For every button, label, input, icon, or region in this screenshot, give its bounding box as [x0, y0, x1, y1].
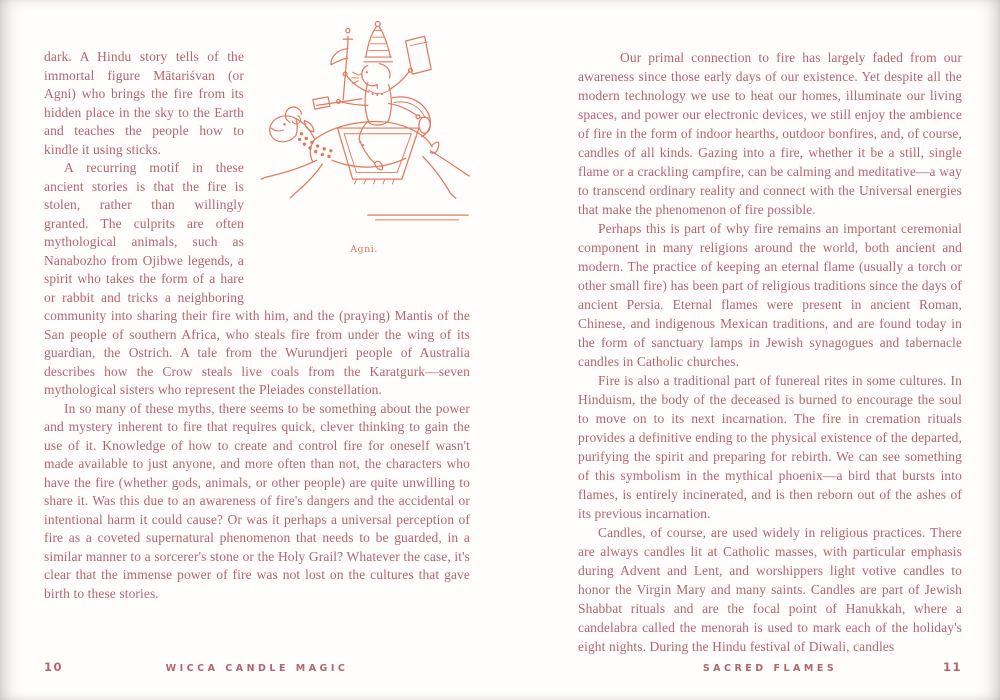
body-paragraph: Fire is also a traditional part of funereal rites in some cultures. In Hinduism, the body of the deceased is burned to encourage the soul to move on to its next incarnation. The fire in cremation rituals provides a definitive ending to the physical existence of the departed, purifying the spirit and preparing for rebirth. We can see something of this symbolism in the mythical phoenix—a bird that bursts into flames, is entirely incinerated, and is then reborn out of the ashes of its previous incarnation. [578, 373, 962, 521]
agni-rider [313, 21, 431, 169]
body-paragraph: Perhaps this is part of why fire remains an important ceremonial component in many religions around the world, both ancient and modern. The practice of keeping an eternal flame (usually a torch or other small fire) has been part of religious traditions since the days of ancient Persia. Eternal flames were present in ancient Roman, Chinese, and indigenous Mexican traditions, and are found today in the form of sanctuary lamps in Jewish synagogues and tabernacle candles in Catholic churches. [578, 221, 962, 369]
body-paragraph: Candles, of course, are used widely in religious practices. There are always candles lit at Catholic masses, with particular emphasis during Advent and Lent, and worshippers light votive candles to honor the Virgin Mary and many saints. Candles are part of Jewish Shabbat rituals and are the focal point of Hanukkah, where a candelabra called the menorah is used to mark each of the holiday's eight nights. During the Hindu festival of Diwali, candles [578, 525, 962, 654]
page-number: 10 [44, 660, 64, 674]
right-page-footer [578, 660, 962, 674]
body-paragraph: dark. A Hindu story tells of the immortal figure Mātariśvan (or Agni) who brings the fire from its hidden place in the sky to the Earth and teaches the people how to kindle it using sticks. [44, 49, 244, 157]
running-head: WICCA CANDLE MAGIC [165, 663, 349, 674]
ground-line [368, 215, 468, 220]
page-number: 11 [942, 660, 962, 674]
left-page-body [44, 48, 470, 603]
body-paragraph: A recurring motif in these ancient stories is that the fire is stolen, rather than willingly granted. The culprits are often mythological animals, such as Nanabozho from Ojibwe legends, a spirit who takes the form of a hare or rabbit and tricks a neighboring community into sharing their fire with him, and the (praying) Mantis of the San people of southern Africa, who steals fire from under the wing of its guardian, the Ostrich. A tale from the Wurundjeri people of Australia describes how the Crow steals live coals from the Karatgurk—seven mythological sisters who represent the Pleiades constellation. [44, 160, 470, 397]
right-page [500, 0, 1000, 700]
left-page-footer [44, 660, 470, 674]
body-paragraph: Our primal connection to fire has largely faded from our awareness since those early days of our existence. Yet despite all the modern technology we use to heat our homes, illuminate our living spaces, and power our electronic devices, we still enjoy the ambience of fire in the form of indoor hearths, outdoor bonfires, and, of course, candles of all kinds. Gazing into a fire, whether it be a still, single flame or a crackling campfire, can be calming and meditative—a way to transcend ordinary reality and connect with the Universal energies that make the phenomenon of fire possible. [578, 50, 962, 217]
body-paragraph: In so many of these myths, there seems to be something about the power and mystery inherent to fire that requires quick, clever thinking to gain the use of it. Knowledge of how to create and control fire for oneself wasn't made available to just anyone, and more often than not, the characters who have the fire (whether gods, animals, or other people) are quite unwilling to share it. Was this due to an awareness of fire's dangers and the accidental or intentional harm it could cause? Or was it perhaps a universal perception of fire as a coveted supernatural phenomenon that needs to be guarded, in a similar manner to a sorcerer's stone or the Holy Grail? Whatever the case, it's clear that the immense power of fire was not lost on the cultures that gave birth to these stories. [44, 400, 470, 601]
saddle-blanket [338, 128, 419, 184]
agni-riding-ram-engraving [258, 18, 470, 240]
right-page-body [578, 48, 962, 656]
agni-illustration [258, 18, 470, 260]
running-head: SACRED FLAMES [702, 663, 838, 674]
figure-caption: Agni. [350, 244, 378, 255]
